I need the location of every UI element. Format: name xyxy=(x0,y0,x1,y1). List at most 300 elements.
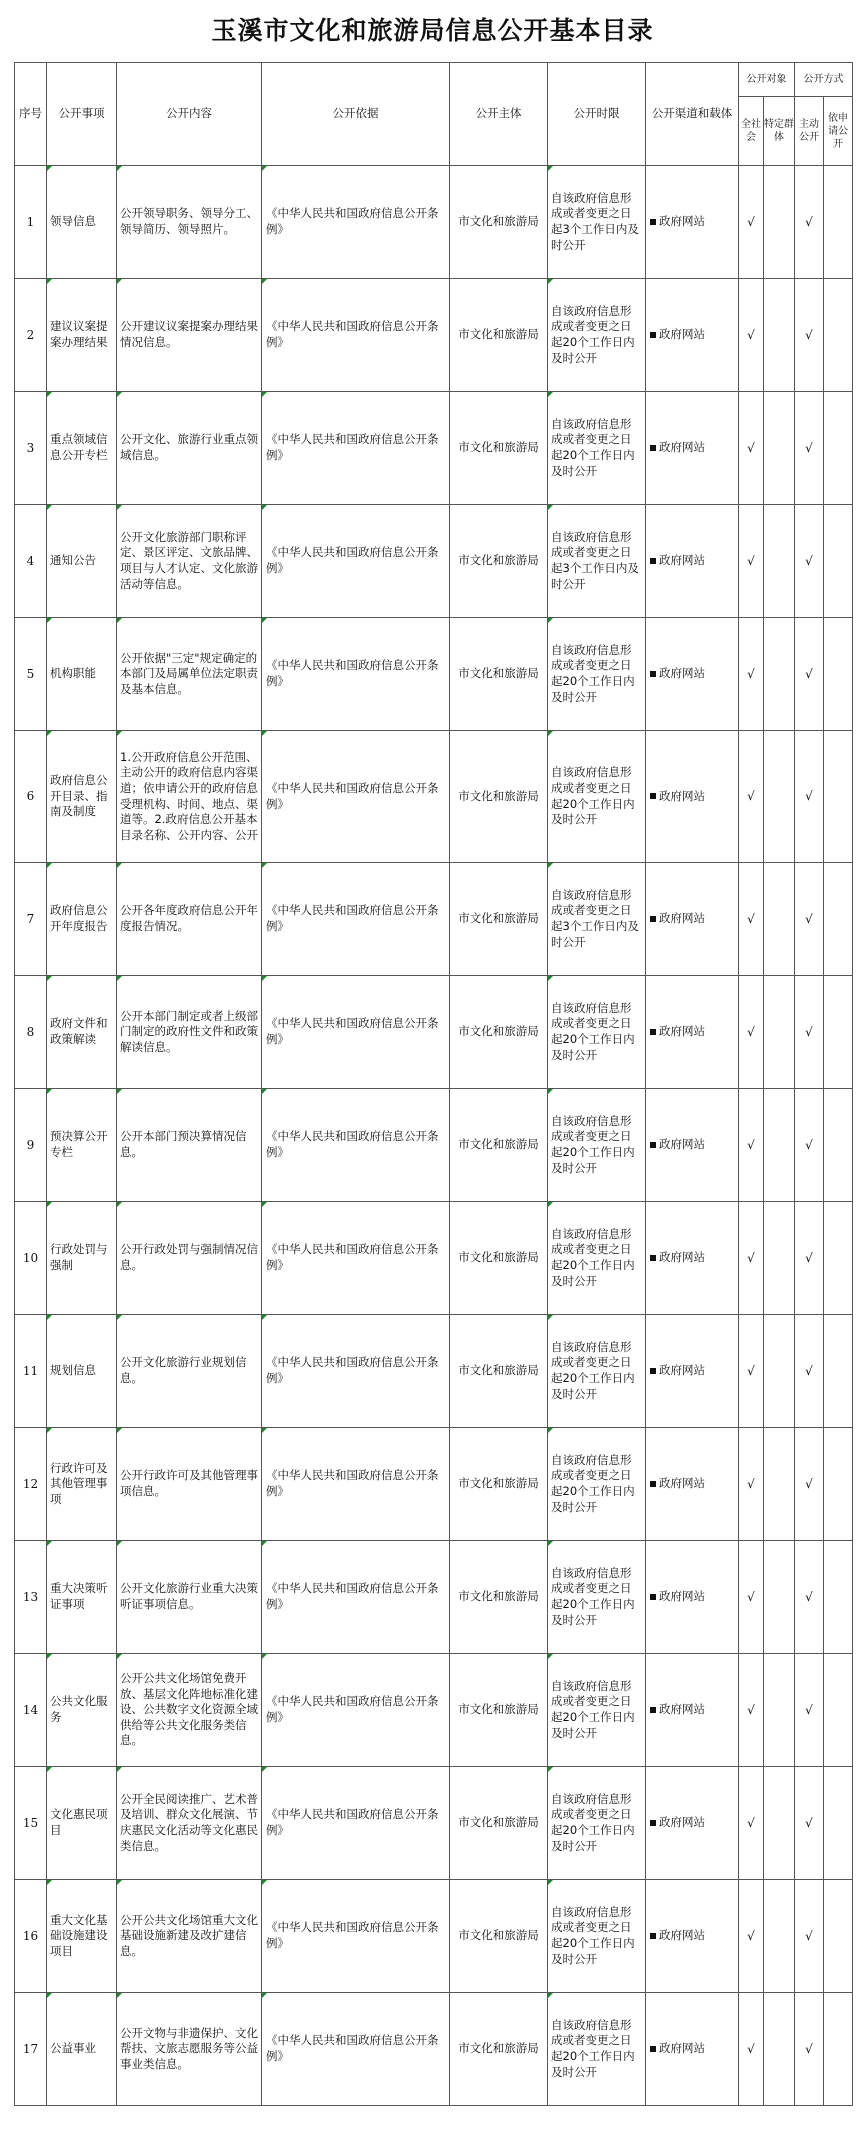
row-item-cell xyxy=(47,1993,117,2106)
row-method-active: √ xyxy=(805,1137,813,1152)
table-row xyxy=(15,279,853,392)
row-basis: 《中华人民共和国政府信息公开条例》 xyxy=(266,2033,439,2063)
row-target-all: √ xyxy=(747,440,755,455)
row-item: 机构职能 xyxy=(50,666,96,681)
row-subject: 市文化和旅游局 xyxy=(458,666,539,681)
bullet-square-icon xyxy=(650,332,656,338)
row-method-apply-cell xyxy=(824,1767,853,1880)
row-method-active-cell xyxy=(795,1541,824,1654)
header-subject: 公开主体 xyxy=(450,63,548,166)
row-number: 9 xyxy=(26,1137,35,1152)
row-item-cell xyxy=(47,618,117,731)
row-time: 自该政府信息形成或者变更之日起20个工作日内及时公开 xyxy=(551,1339,635,1401)
row-basis: 《中华人民共和国政府信息公开条例》 xyxy=(266,206,439,236)
row-subject: 市文化和旅游局 xyxy=(458,1250,539,1265)
row-method-active-cell xyxy=(795,392,824,505)
row-number-cell xyxy=(15,618,47,731)
row-method-active: √ xyxy=(805,553,813,568)
table-row xyxy=(15,1541,853,1654)
table-row xyxy=(15,976,853,1089)
row-number-cell xyxy=(15,392,47,505)
row-target-all: √ xyxy=(747,1363,755,1378)
bullet-square-icon xyxy=(650,1255,656,1261)
row-time: 自该政府信息形成或者变更之日起20个工作日内及时公开 xyxy=(551,303,635,365)
row-subject: 市文化和旅游局 xyxy=(458,1137,539,1152)
row-target-specific-cell xyxy=(764,1541,795,1654)
row-method-active-cell xyxy=(795,1654,824,1767)
row-time: 自该政府信息形成或者变更之日起20个工作日内及时公开 xyxy=(551,1791,635,1853)
row-method-apply-cell xyxy=(824,976,853,1089)
row-target-specific-cell xyxy=(764,1880,795,1993)
row-number: 2 xyxy=(26,327,35,342)
row-channel: 政府网站 xyxy=(659,1137,705,1152)
row-target-all: √ xyxy=(747,1815,755,1830)
row-subject-cell xyxy=(450,1089,548,1202)
row-channel: 政府网站 xyxy=(659,1702,705,1717)
row-item: 建议议案提案办理结果 xyxy=(50,319,108,349)
row-number-cell xyxy=(15,976,47,1089)
row-target-all: √ xyxy=(747,789,755,804)
row-channel-cell xyxy=(646,863,739,976)
row-time: 自该政府信息形成或者变更之日起20个工作日内及时公开 xyxy=(551,416,635,478)
row-time-cell xyxy=(548,279,646,392)
row-subject-cell xyxy=(450,1767,548,1880)
row-time: 自该政府信息形成或者变更之日起20个工作日内及时公开 xyxy=(551,1678,635,1740)
row-basis: 《中华人民共和国政府信息公开条例》 xyxy=(266,1242,439,1272)
header-content: 公开内容 xyxy=(117,63,262,166)
row-content: 公开行政处罚与强制情况信息。 xyxy=(120,1242,258,1272)
row-time-cell xyxy=(548,731,646,863)
row-target-all: √ xyxy=(747,1928,755,1943)
row-target-all-cell xyxy=(739,731,764,863)
table-row xyxy=(15,505,853,618)
row-method-apply-cell xyxy=(824,392,853,505)
row-channel: 政府网站 xyxy=(659,1250,705,1265)
row-method-active-cell xyxy=(795,1993,824,2106)
row-channel-cell xyxy=(646,731,739,863)
row-content: 公开行政许可及其他管理事项信息。 xyxy=(120,1468,258,1498)
row-channel-cell xyxy=(646,1541,739,1654)
row-basis-cell xyxy=(262,166,450,279)
row-method-active: √ xyxy=(805,1024,813,1039)
row-item-cell xyxy=(47,392,117,505)
row-method-active-cell xyxy=(795,279,824,392)
row-time-cell xyxy=(548,1202,646,1315)
header-channel: 公开渠道和载体 xyxy=(646,63,739,166)
row-number-cell xyxy=(15,863,47,976)
row-target-all-cell xyxy=(739,1089,764,1202)
row-time-cell xyxy=(548,976,646,1089)
row-target-all: √ xyxy=(747,1137,755,1152)
row-method-active-cell xyxy=(795,505,824,618)
row-method-active-cell xyxy=(795,1089,824,1202)
row-time-cell xyxy=(548,1880,646,1993)
row-content-cell xyxy=(117,1541,262,1654)
row-method-apply-cell xyxy=(824,505,853,618)
row-number-cell xyxy=(15,1654,47,1767)
row-item-cell xyxy=(47,1202,117,1315)
bullet-square-icon xyxy=(650,1707,656,1713)
row-method-active-cell xyxy=(795,1428,824,1541)
bullet-square-icon xyxy=(650,1368,656,1374)
row-channel: 政府网站 xyxy=(659,440,705,455)
row-subject-cell xyxy=(450,1880,548,1993)
bullet-square-icon xyxy=(650,1933,656,1939)
table-row xyxy=(15,166,853,279)
row-basis-cell xyxy=(262,976,450,1089)
row-item-cell xyxy=(47,1541,117,1654)
row-subject: 市文化和旅游局 xyxy=(458,911,539,926)
row-target-all-cell xyxy=(739,1315,764,1428)
row-method-active: √ xyxy=(805,1363,813,1378)
row-subject: 市文化和旅游局 xyxy=(458,1702,539,1717)
row-number: 10 xyxy=(22,1250,39,1265)
row-basis: 《中华人民共和国政府信息公开条例》 xyxy=(266,1920,439,1950)
row-method-apply-cell xyxy=(824,1202,853,1315)
row-channel-cell xyxy=(646,279,739,392)
row-channel-cell xyxy=(646,618,739,731)
table-row xyxy=(15,392,853,505)
table-row xyxy=(15,1767,853,1880)
row-time-cell xyxy=(548,166,646,279)
row-method-active: √ xyxy=(805,1250,813,1265)
row-basis-cell xyxy=(262,1089,450,1202)
row-item: 政府信息公开年度报告 xyxy=(50,903,108,933)
table-row xyxy=(15,1089,853,1202)
row-item-cell xyxy=(47,1880,117,1993)
row-content-cell xyxy=(117,1315,262,1428)
row-number-cell xyxy=(15,1089,47,1202)
row-target-all-cell xyxy=(739,166,764,279)
bullet-square-icon xyxy=(650,219,656,225)
row-time: 自该政府信息形成或者变更之日起3个工作日内及时公开 xyxy=(551,190,639,252)
row-time: 自该政府信息形成或者变更之日起3个工作日内及时公开 xyxy=(551,887,639,949)
row-item: 通知公告 xyxy=(50,553,96,568)
row-basis: 《中华人民共和国政府信息公开条例》 xyxy=(266,903,439,933)
row-time: 自该政府信息形成或者变更之日起3个工作日内及时公开 xyxy=(551,529,639,591)
row-method-active-cell xyxy=(795,731,824,863)
row-content: 1.公开政府信息公开范围、主动公开的政府信息内容渠道；依申请公开的政府信息受理机构、时间、地点、渠道等。2.政府信息公开基本目录名称、公开内容、公开 xyxy=(120,749,258,842)
row-content: 公开文化旅游行业规划信息。 xyxy=(120,1355,247,1385)
row-method-active: √ xyxy=(805,1702,813,1717)
row-basis-cell xyxy=(262,1315,450,1428)
row-basis-cell xyxy=(262,1428,450,1541)
row-target-all-cell xyxy=(739,1428,764,1541)
row-method-active-cell xyxy=(795,863,824,976)
row-method-apply-cell xyxy=(824,618,853,731)
row-item-cell xyxy=(47,1767,117,1880)
row-subject-cell xyxy=(450,976,548,1089)
row-method-active: √ xyxy=(805,1815,813,1830)
row-content-cell xyxy=(117,505,262,618)
row-channel: 政府网站 xyxy=(659,911,705,926)
row-method-apply-cell xyxy=(824,1541,853,1654)
row-target-specific-cell xyxy=(764,392,795,505)
row-number: 7 xyxy=(26,911,35,926)
row-target-specific-cell xyxy=(764,166,795,279)
row-method-active: √ xyxy=(805,2041,813,2056)
row-target-all-cell xyxy=(739,976,764,1089)
row-target-all-cell xyxy=(739,1880,764,1993)
row-number: 1 xyxy=(26,214,35,229)
row-number: 12 xyxy=(22,1476,39,1491)
row-subject-cell xyxy=(450,1315,548,1428)
row-subject: 市文化和旅游局 xyxy=(458,1928,539,1943)
row-subject: 市文化和旅游局 xyxy=(458,214,539,229)
row-method-apply-cell xyxy=(824,1993,853,2106)
row-subject-cell xyxy=(450,1541,548,1654)
row-number-cell xyxy=(15,1767,47,1880)
row-subject: 市文化和旅游局 xyxy=(458,1476,539,1491)
row-channel-cell xyxy=(646,1767,739,1880)
table-row xyxy=(15,1428,853,1541)
row-content-cell xyxy=(117,279,262,392)
row-content-cell xyxy=(117,618,262,731)
row-channel: 政府网站 xyxy=(659,1024,705,1039)
row-item: 行政处罚与强制 xyxy=(50,1242,108,1272)
page-title: 玉溪市文化和旅游局信息公开基本目录 xyxy=(211,16,654,45)
row-channel-cell xyxy=(646,1654,739,1767)
table-row xyxy=(15,1880,853,1993)
row-method-apply-cell xyxy=(824,279,853,392)
row-time-cell xyxy=(548,618,646,731)
row-method-active-cell xyxy=(795,976,824,1089)
bullet-square-icon xyxy=(650,558,656,564)
row-basis-cell xyxy=(262,505,450,618)
row-number: 5 xyxy=(26,666,35,681)
row-item: 重大文化基础设施建设项目 xyxy=(50,1912,108,1958)
row-content: 公开领导职务、领导分工、领导简历、领导照片。 xyxy=(120,206,258,236)
row-method-active: √ xyxy=(805,214,813,229)
row-target-specific-cell xyxy=(764,1993,795,2106)
row-method-active: √ xyxy=(805,440,813,455)
row-basis: 《中华人民共和国政府信息公开条例》 xyxy=(266,1129,439,1159)
row-method-active-cell xyxy=(795,1315,824,1428)
row-method-apply-cell xyxy=(824,1089,853,1202)
row-number: 13 xyxy=(22,1589,39,1604)
row-content: 公开本部门制定或者上级部门制定的政府性文件和政策解读信息。 xyxy=(120,1008,258,1054)
row-channel: 政府网站 xyxy=(659,1589,705,1604)
row-method-apply-cell xyxy=(824,1315,853,1428)
row-channel-cell xyxy=(646,166,739,279)
table-row xyxy=(15,1993,853,2106)
header-method-apply: 依申请公开 xyxy=(824,97,853,166)
row-content-cell xyxy=(117,976,262,1089)
row-subject: 市文化和旅游局 xyxy=(458,1589,539,1604)
row-time-cell xyxy=(548,1428,646,1541)
row-channel: 政府网站 xyxy=(659,553,705,568)
row-basis-cell xyxy=(262,1767,450,1880)
row-target-all-cell xyxy=(739,618,764,731)
row-target-all: √ xyxy=(747,1589,755,1604)
row-target-specific-cell xyxy=(764,863,795,976)
row-subject-cell xyxy=(450,731,548,863)
row-time-cell xyxy=(548,863,646,976)
row-basis-cell xyxy=(262,1880,450,1993)
row-item-cell xyxy=(47,731,117,863)
row-target-all-cell xyxy=(739,863,764,976)
row-content: 公开文化旅游部门职称评定、景区评定、文旅品牌、项目与人才认定、文化旅游活动等信息。 xyxy=(120,529,258,591)
row-channel: 政府网站 xyxy=(659,2041,705,2056)
bullet-square-icon xyxy=(650,1481,656,1487)
row-subject: 市文化和旅游局 xyxy=(458,1815,539,1830)
row-number: 6 xyxy=(26,789,35,804)
row-channel: 政府网站 xyxy=(659,788,705,803)
row-content-cell xyxy=(117,1428,262,1541)
row-number-cell xyxy=(15,1315,47,1428)
row-basis-cell xyxy=(262,1993,450,2106)
row-time-cell xyxy=(548,1767,646,1880)
row-target-all-cell xyxy=(739,1202,764,1315)
row-target-specific-cell xyxy=(764,1202,795,1315)
bullet-square-icon xyxy=(650,2046,656,2052)
row-content-cell xyxy=(117,1654,262,1767)
row-method-active: √ xyxy=(805,1476,813,1491)
table-row xyxy=(15,618,853,731)
row-time: 自该政府信息形成或者变更之日起20个工作日内及时公开 xyxy=(551,1226,635,1288)
row-method-apply-cell xyxy=(824,863,853,976)
row-content: 公开文化旅游行业重大决策听证事项信息。 xyxy=(120,1581,258,1611)
row-method-active: √ xyxy=(805,1928,813,1943)
row-subject-cell xyxy=(450,863,548,976)
row-method-active: √ xyxy=(805,666,813,681)
row-method-active-cell xyxy=(795,1202,824,1315)
row-content-cell xyxy=(117,392,262,505)
row-basis: 《中华人民共和国政府信息公开条例》 xyxy=(266,319,439,349)
row-item: 政府信息公开目录、指南及制度 xyxy=(50,773,108,819)
row-basis: 《中华人民共和国政府信息公开条例》 xyxy=(266,1694,439,1724)
bullet-square-icon xyxy=(650,793,656,799)
row-subject-cell xyxy=(450,1654,548,1767)
row-item: 文化惠民项目 xyxy=(50,1807,108,1837)
row-target-specific-cell xyxy=(764,505,795,618)
table-header xyxy=(15,63,853,166)
row-method-apply-cell xyxy=(824,1880,853,1993)
row-time: 自该政府信息形成或者变更之日起20个工作日内及时公开 xyxy=(551,1000,635,1062)
row-time-cell xyxy=(548,1089,646,1202)
row-time-cell xyxy=(548,505,646,618)
row-content: 公开文化、旅游行业重点领域信息。 xyxy=(120,432,258,462)
row-number-cell xyxy=(15,1428,47,1541)
row-basis: 《中华人民共和国政府信息公开条例》 xyxy=(266,545,439,575)
row-item: 行政许可及其他管理事项 xyxy=(50,1460,108,1506)
row-time: 自该政府信息形成或者变更之日起20个工作日内及时公开 xyxy=(551,1113,635,1175)
row-basis-cell xyxy=(262,279,450,392)
row-target-all-cell xyxy=(739,1541,764,1654)
row-number-cell xyxy=(15,279,47,392)
row-subject: 市文化和旅游局 xyxy=(458,788,539,803)
row-channel: 政府网站 xyxy=(659,1476,705,1491)
row-subject-cell xyxy=(450,166,548,279)
row-target-all-cell xyxy=(739,1767,764,1880)
row-method-active: √ xyxy=(805,789,813,804)
row-basis: 《中华人民共和国政府信息公开条例》 xyxy=(266,1468,439,1498)
row-item-cell xyxy=(47,1315,117,1428)
row-content-cell xyxy=(117,1089,262,1202)
table-row xyxy=(15,863,853,976)
row-target-all-cell xyxy=(739,392,764,505)
row-number-cell xyxy=(15,1993,47,2106)
row-basis: 《中华人民共和国政府信息公开条例》 xyxy=(266,1807,439,1837)
row-time: 自该政府信息形成或者变更之日起20个工作日内及时公开 xyxy=(551,1565,635,1627)
row-channel-cell xyxy=(646,505,739,618)
row-time: 自该政府信息形成或者变更之日起20个工作日内及时公开 xyxy=(551,1452,635,1514)
header-basis: 公开依据 xyxy=(262,63,450,166)
row-time-cell xyxy=(548,1315,646,1428)
row-target-specific-cell xyxy=(764,976,795,1089)
row-number: 8 xyxy=(26,1024,35,1039)
row-subject-cell xyxy=(450,1428,548,1541)
row-content: 公开文物与非遗保护、文化帮扶、文旅志愿服务等公益事业类信息。 xyxy=(120,2025,258,2071)
row-target-all: √ xyxy=(747,666,755,681)
row-subject: 市文化和旅游局 xyxy=(458,1363,539,1378)
row-method-active: √ xyxy=(805,1589,813,1604)
row-item: 规划信息 xyxy=(50,1363,96,1378)
row-time-cell xyxy=(548,392,646,505)
row-content-cell xyxy=(117,1993,262,2106)
row-time: 自该政府信息形成或者变更之日起20个工作日内及时公开 xyxy=(551,642,635,704)
bullet-square-icon xyxy=(650,1594,656,1600)
row-basis-cell xyxy=(262,618,450,731)
row-item-cell xyxy=(47,279,117,392)
row-channel-cell xyxy=(646,1202,739,1315)
row-time: 自该政府信息形成或者变更之日起20个工作日内及时公开 xyxy=(551,1904,635,1966)
row-subject-cell xyxy=(450,1202,548,1315)
row-basis-cell xyxy=(262,1202,450,1315)
row-subject: 市文化和旅游局 xyxy=(458,327,539,342)
row-method-active: √ xyxy=(805,911,813,926)
row-basis: 《中华人民共和国政府信息公开条例》 xyxy=(266,432,439,462)
header-no: 序号 xyxy=(15,63,47,166)
row-method-apply-cell xyxy=(824,1428,853,1541)
row-target-all: √ xyxy=(747,2041,755,2056)
row-target-all: √ xyxy=(747,1024,755,1039)
table-row xyxy=(15,1654,853,1767)
row-item: 公共文化服务 xyxy=(50,1694,108,1724)
row-target-specific-cell xyxy=(764,1654,795,1767)
row-target-all: √ xyxy=(747,911,755,926)
row-content-cell xyxy=(117,731,262,863)
row-channel: 政府网站 xyxy=(659,1928,705,1943)
row-content-cell xyxy=(117,166,262,279)
row-number: 14 xyxy=(22,1702,39,1717)
row-channel-cell xyxy=(646,392,739,505)
header-method: 公开方式 xyxy=(795,63,853,97)
row-basis: 《中华人民共和国政府信息公开条例》 xyxy=(266,1355,439,1385)
row-basis-cell xyxy=(262,1654,450,1767)
row-number: 17 xyxy=(22,2041,39,2056)
row-number-cell xyxy=(15,1202,47,1315)
row-content: 公开公共文化场馆免费开放、基层文化阵地标准化建设、公共数字文化资源全域供给等公共文化服务类信息。 xyxy=(120,1671,258,1748)
row-target-all: √ xyxy=(747,1476,755,1491)
row-basis: 《中华人民共和国政府信息公开条例》 xyxy=(266,1016,439,1046)
row-time: 自该政府信息形成或者变更之日起20个工作日内及时公开 xyxy=(551,765,635,827)
row-subject: 市文化和旅游局 xyxy=(458,1024,539,1039)
table-body xyxy=(15,166,853,2106)
table-row xyxy=(15,731,853,863)
row-channel-cell xyxy=(646,1993,739,2106)
row-target-specific-cell xyxy=(764,1428,795,1541)
row-target-specific-cell xyxy=(764,618,795,731)
row-method-active: √ xyxy=(805,327,813,342)
row-method-apply-cell xyxy=(824,731,853,863)
row-target-specific-cell xyxy=(764,731,795,863)
row-method-apply-cell xyxy=(824,1654,853,1767)
row-target-all: √ xyxy=(747,553,755,568)
row-content: 公开本部门预决算情况信息。 xyxy=(120,1129,247,1159)
row-subject-cell xyxy=(450,1993,548,2106)
row-content-cell xyxy=(117,1202,262,1315)
